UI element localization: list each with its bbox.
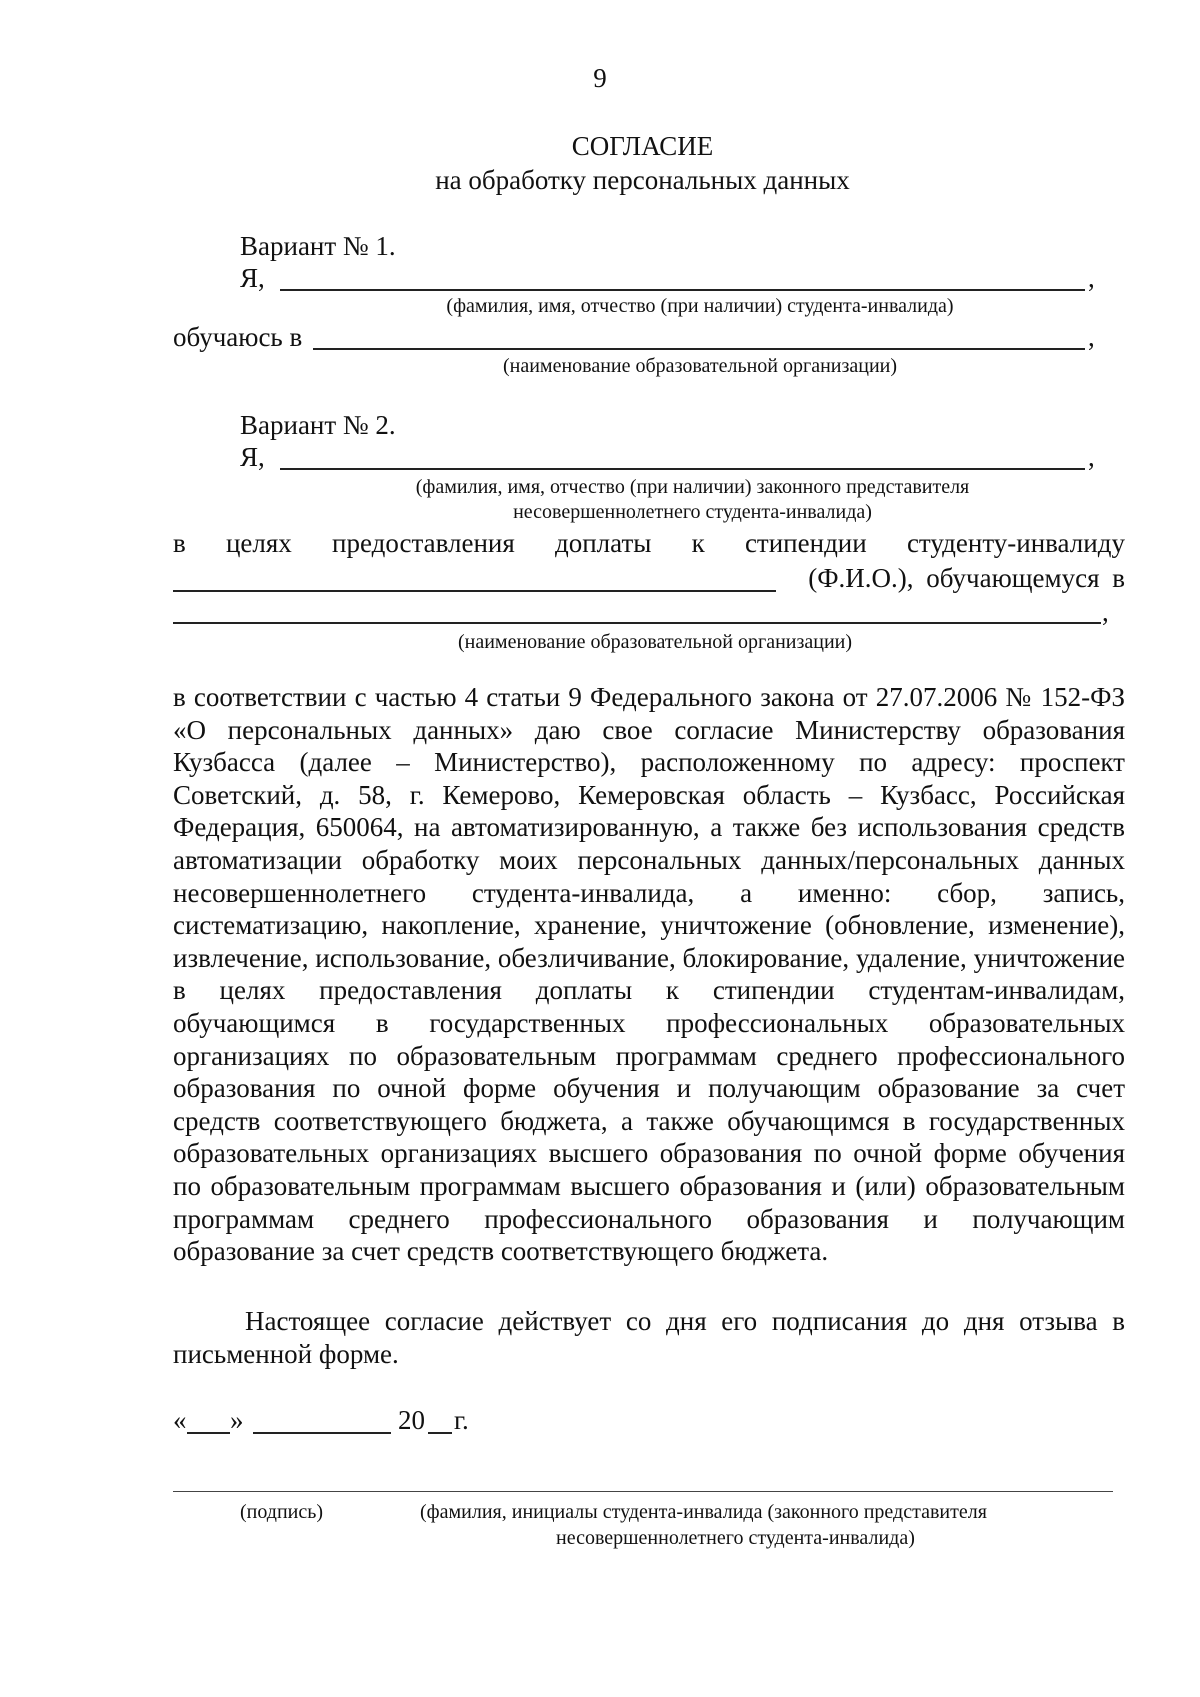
purpose-word: целях bbox=[225, 528, 292, 558]
variant2-org-hint: (наименование образовательной организации) bbox=[457, 631, 853, 653]
consent-validity-text: Настоящее согласие действует со дня его подписания до дня отзыва в письменной форме. bbox=[173, 1306, 1125, 1369]
document-subtitle: на обработку персональных данных bbox=[435, 165, 850, 195]
date-year-input-line[interactable] bbox=[428, 1432, 452, 1434]
variant2-purpose-line bbox=[173, 527, 1125, 559]
variant2-student-fio-input-line[interactable] bbox=[173, 590, 776, 592]
date-open-quote: « bbox=[173, 1405, 187, 1435]
page-number: 9 bbox=[593, 63, 607, 93]
variant2-rep-hint-line1: (фамилия, имя, отчество (при наличии) законного представителя bbox=[415, 476, 970, 498]
date-close-quote: » bbox=[230, 1405, 244, 1435]
signature-name-hint-line2: несовершеннолетнего студента-инвалида) bbox=[556, 1527, 915, 1549]
variant1-ya-label: Я, bbox=[240, 263, 265, 293]
purpose-word: к bbox=[691, 528, 705, 558]
purpose-word: предоставления bbox=[332, 528, 515, 558]
date-month-input-line[interactable] bbox=[253, 1432, 391, 1434]
variant2-comma: , bbox=[1088, 442, 1095, 472]
consent-main-text: в соответствии с частью 4 статьи 9 Федерального закона от 27.07.2006 № 152-ФЗ «О персональных данных» даю свое согласие Министерству образования Кузбасса (далее – Министерство), расположенному по адресу: проспект Советский, д. 58, г. Кемерово, Кемеровская область – Кузбасс, Российская Федерация, 650064, на автоматизированную, а также без использования средств автоматизации обработку моих персональных данных/персональных данных несовершеннолетнего студента-инвалида, а именно: сбор, запись, систематизацию, накопление, хранение, уничтожение (обновление, изменение), извлечение, использование, обезличивание, блокирование, удаление, уничтожение в целях предоставления доплаты к стипендии студентам-инвалидам, обучающимся в государственных профессиональных образовательных организациях по образовательным программам среднего профессионального образования по очной форме обучения и получающим образование за счет средств соответствующего бюджета, а также обучающимся в государственных образовательных организациях высшего образования по очной форме обучения по образовательным программам высшего образования и (или) образовательным программам среднего профессионального образования и получающим образование за счет средств соответствующего бюджета. bbox=[173, 682, 1125, 1267]
purpose-word: стипендии bbox=[744, 528, 867, 558]
variant1-comma: , bbox=[1088, 263, 1095, 293]
variant2-rep-hint-line2: несовершеннолетнего студента-инвалида) bbox=[513, 501, 872, 523]
variant2-fio-suffix-wrap bbox=[790, 562, 1125, 594]
variant1-fio-input-line[interactable] bbox=[280, 289, 1085, 291]
purpose-word: студенту-инвалиду bbox=[906, 528, 1125, 558]
variant1-study-label: обучаюсь в bbox=[173, 322, 303, 352]
variant2-comma-2: , bbox=[1102, 597, 1109, 627]
variant1-fio-hint: (фамилия, имя, отчество (при наличии) студента-инвалида) bbox=[446, 295, 954, 317]
signature-label: (подпись) bbox=[240, 1501, 324, 1523]
variant2-heading: Вариант № 2. bbox=[240, 410, 396, 440]
variant1-org-input-line[interactable] bbox=[313, 348, 1085, 350]
variant1-org-hint: (наименование образовательной организации) bbox=[502, 355, 898, 377]
date-year-prefix: 20 bbox=[398, 1405, 425, 1435]
purpose-word: доплаты bbox=[555, 528, 652, 558]
date-year-suffix: г. bbox=[454, 1405, 469, 1435]
variant1-comma-2: , bbox=[1088, 322, 1095, 352]
document-title: СОГЛАСИЕ bbox=[571, 131, 714, 161]
signature-name-hint-line1: (фамилия, инициалы студента-инвалида (законного представителя bbox=[420, 1501, 987, 1523]
signature-input-line[interactable] bbox=[173, 1491, 1113, 1492]
purpose-word: в bbox=[173, 528, 186, 558]
variant2-fio-input-line[interactable] bbox=[280, 468, 1085, 470]
variant2-fio-suffix: (Ф.И.О.), обучающемуся в bbox=[808, 563, 1125, 593]
date-day-input-line[interactable] bbox=[187, 1432, 230, 1434]
variant1-heading: Вариант № 1. bbox=[240, 231, 396, 261]
variant2-org-input-line[interactable] bbox=[173, 622, 1101, 624]
variant2-ya-label: Я, bbox=[240, 442, 265, 472]
